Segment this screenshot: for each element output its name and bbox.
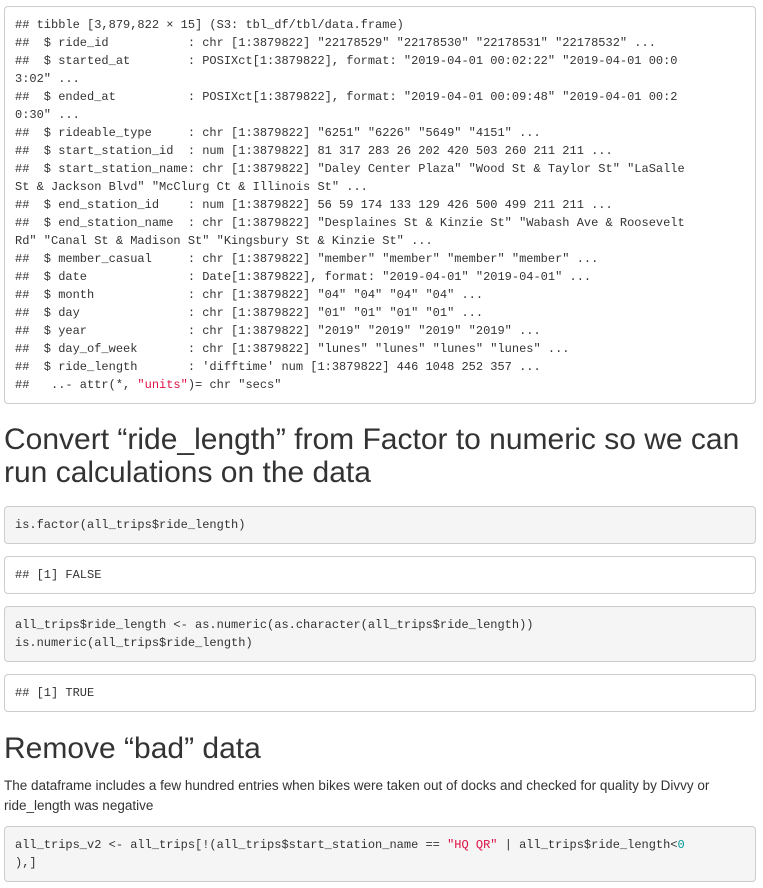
output-block-is-factor bbox=[4, 556, 756, 594]
glimpse-output-body: ## tibble [3,879,822 × 15] (S3: tbl_df/tbl/data.frame) ## $ ride_id : chr [1:3879822] "22178529" "22178530" "22178531" "22178532" ... ## $ started_at : POSIXct[1:3879822], format: "2019-04-01 00:02:22" "2019-04-01 00:0 3:02" ... ## $ ended_at : POSIXct[1:3879822], format: "2019-04-01 00:09:48" "2019-04-01 00:2 0:30" ... ## $ rideable_type : chr [1:3879822] "6251" "6226" "5649" "4151" ... ## $ start_station_id : num [1:3879822] 81 317 283 26 202 420 503 260 211 211 ... ## $ start_station_name: chr [1:3879822] "Daley Center Plaza" "Wood St & Taylor St" "LaSalle St & Jackson Blvd" "McClurg Ct & Illinois St" ... ## $ end_station_id : num [1:3879822] 56 59 174 133 129 426 500 499 211 211 ... ## $ end_station_name : chr [1:3879822] "Desplaines St & Kinzie St" "Wabash Ave & Roosevelt Rd" "Canal St & Madison St" "Kingsbury St & Kinzie St" ... ## $ member_casual : chr [1:3879822] "member" "member" "member" "member" ... ## $ date : Date[1:3879822], format: "2019-04-01" "2019-04-01" ... ## $ month : chr [1:3879822] "04" "04" "04" "04" ... ## $ day : chr [1:3879822] "01" "01" "01" "01" ... ## $ year : chr [1:3879822] "2019" "2019" "2019" "2019" ... ## $ day_of_week : chr [1:3879822] "lunes" "lunes" "lunes" "lunes" ... ## $ ride_length : 'difftime' num [1:3879822] 446 1048 252 357 ... bbox=[15, 18, 685, 374]
output-block-glimpse bbox=[4, 6, 756, 404]
output-is-factor: ## [1] FALSE bbox=[15, 568, 102, 582]
code-v2-number-zero: 0 bbox=[677, 838, 685, 852]
heading-remove-bad-data: Remove “bad” data bbox=[4, 732, 261, 765]
remove-bad-data-description: The dataframe includes a few hundred entries when bikes were taken out of docks and checked for quality by Divvy or ride_length was negative bbox=[4, 778, 710, 813]
output-block-is-numeric bbox=[4, 674, 756, 712]
code-v2-part2: | all_trips$ride_length< bbox=[497, 838, 678, 852]
code-all-trips-v2 bbox=[15, 836, 745, 872]
output-is-numeric: ## [1] TRUE bbox=[15, 686, 95, 700]
glimpse-attr-prefix: ## ..- attr(*, bbox=[15, 378, 138, 392]
heading-convert-ride-length: Convert “ride_length” from Factor to numeric so we can run calculations on the data bbox=[4, 423, 740, 489]
code-block-as-numeric bbox=[4, 606, 756, 662]
code-as-numeric: all_trips$ride_length <- as.numeric(as.character(all_trips$ride_length)) is.numeric(all_trips$ride_length) bbox=[15, 618, 534, 650]
document-page bbox=[0, 6, 763, 882]
glimpse-output bbox=[15, 16, 745, 394]
code-is-factor: is.factor(all_trips$ride_length) bbox=[15, 518, 246, 532]
code-v2-part1: all_trips_v2 <- all_trips[!(all_trips$start_station_name == bbox=[15, 838, 448, 852]
code-v2-string-hq-qr: "HQ QR" bbox=[447, 838, 498, 852]
glimpse-attr-units: "units" bbox=[137, 378, 188, 392]
glimpse-attr-suffix: )= chr "secs" bbox=[187, 378, 282, 392]
code-block-is-factor bbox=[4, 506, 756, 544]
code-block-all-trips-v2 bbox=[4, 826, 756, 882]
code-v2-part3: ),] bbox=[15, 856, 37, 870]
